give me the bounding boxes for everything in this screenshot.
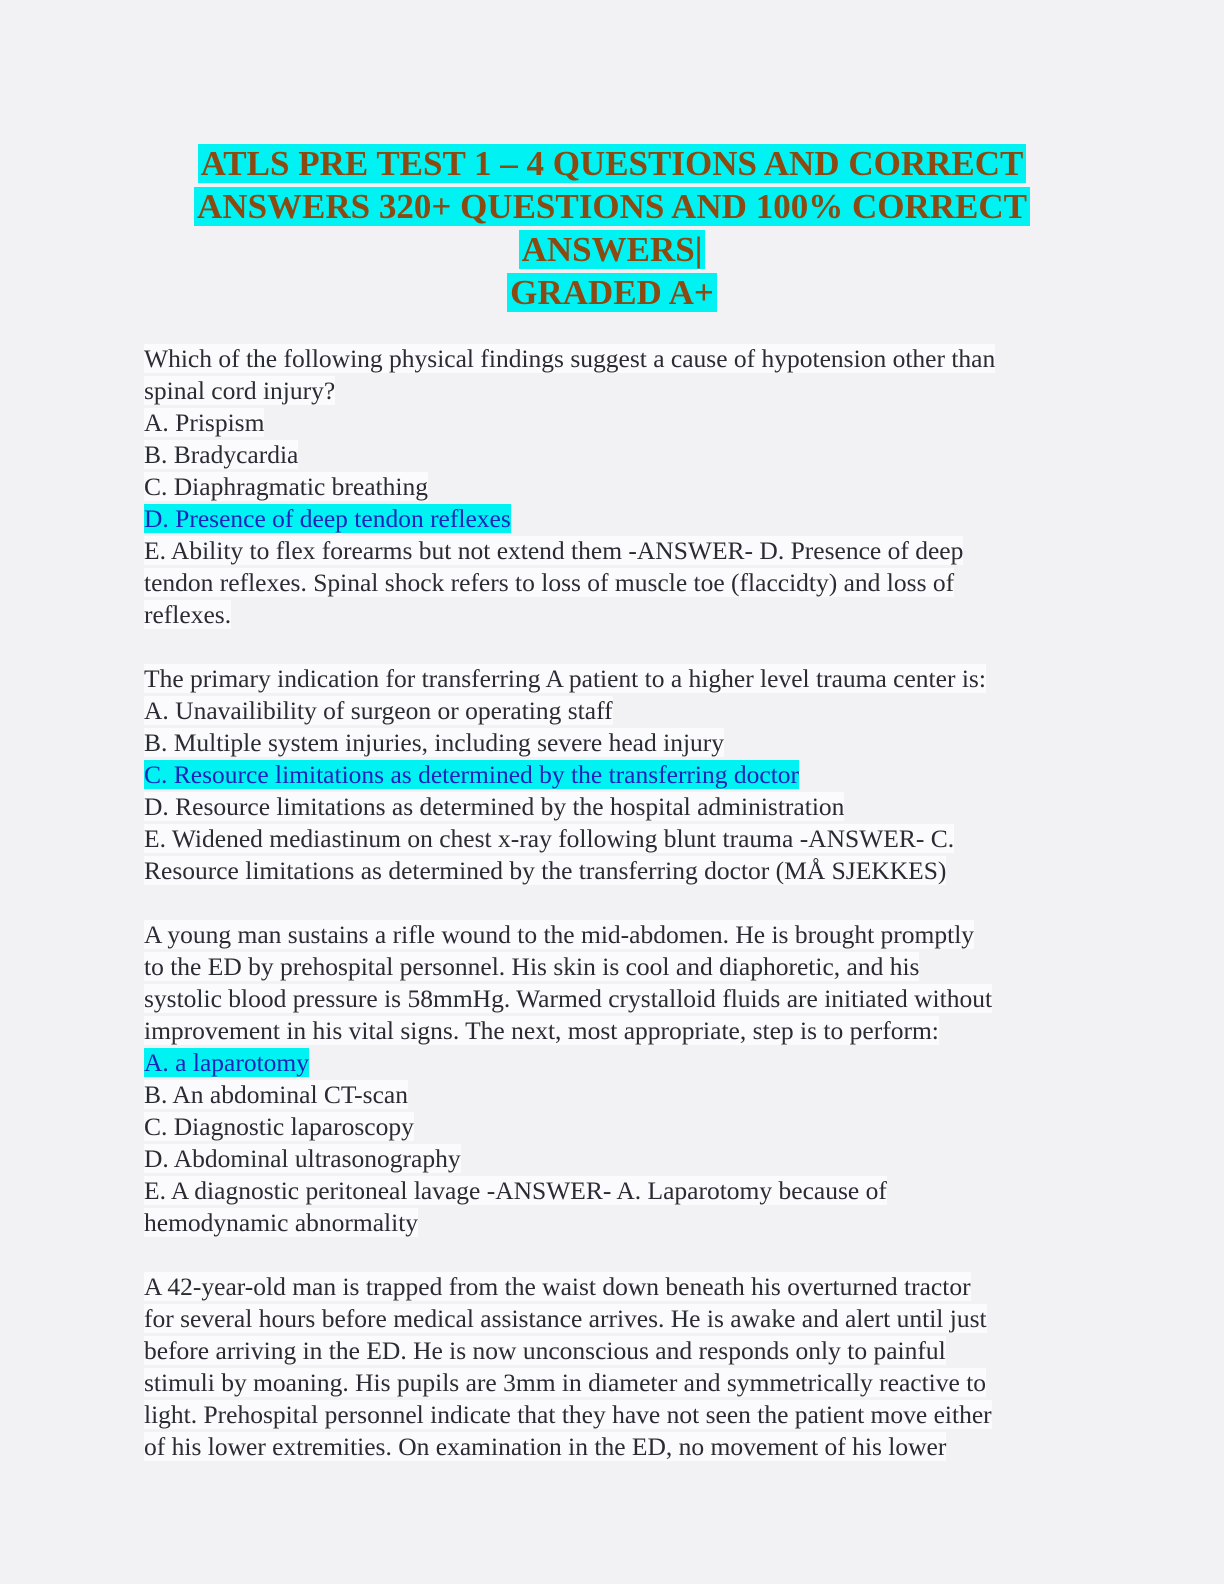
question-stem-line: light. Prehospital personnel indicate that they have not seen the patient move either [144, 1400, 992, 1429]
question-stem-line: systolic blood pressure is 58mmHg. Warmed crystalloid fluids are initiated without [144, 984, 993, 1013]
question-2 [144, 663, 1084, 887]
title-line: ANSWERS| [0, 228, 1224, 271]
question-stem-line: of his lower extremities. On examination in the ED, no movement of his lower [144, 1432, 947, 1461]
title-line: ATLS PRE TEST 1 – 4 QUESTIONS AND CORRECT [0, 142, 1224, 185]
question-stem-line: before arriving in the ED. He is now unconscious and responds only to painful [144, 1336, 946, 1365]
question-stem-line: A 42-year-old man is trapped from the waist down beneath his overturned tractor [144, 1272, 971, 1301]
answer-option: E. Ability to flex forearms but not extend them -ANSWER- D. Presence of deep [144, 536, 964, 565]
question-stem-line: A young man sustains a rifle wound to the mid-abdomen. He is brought promptly [144, 920, 975, 949]
question-stem-line: The primary indication for transferring A patient to a higher level trauma center is: [144, 664, 986, 693]
question-stem-line: Which of the following physical findings suggest a cause of hypotension other than [144, 344, 996, 373]
answer-option: E. A diagnostic peritoneal lavage -ANSWER- A. Laparotomy because of [144, 1176, 887, 1205]
question-3 [144, 919, 1084, 1239]
answer-option: B. Bradycardia [144, 440, 299, 469]
question-stem-line: improvement in his vital signs. The next, most appropriate, step is to perform: [144, 1016, 939, 1045]
question-stem-line: stimuli by moaning. His pupils are 3mm in diameter and symmetrically reactive to [144, 1368, 987, 1397]
answer-explanation: Resource limitations as determined by the transferring doctor (MÅ SJEKKES) [144, 856, 947, 885]
question-1 [144, 343, 1084, 631]
question-list [144, 343, 1084, 1495]
answer-option: B. Multiple system injuries, including severe head injury [144, 728, 725, 757]
answer-option: A. Prispism [144, 408, 265, 437]
answer-option: E. Widened mediastinum on chest x-ray following blunt trauma -ANSWER- C. [144, 824, 955, 853]
answer-option: D. Abdominal ultrasonography [144, 1144, 461, 1173]
title-line: ANSWERS 320+ QUESTIONS AND 100% CORRECT [0, 185, 1224, 228]
correct-answer-option: A. a laparotomy [144, 1048, 309, 1077]
question-stem-line: spinal cord injury? [144, 376, 336, 405]
answer-option: D. Resource limitations as determined by the hospital administration [144, 792, 845, 821]
document-title [0, 142, 1224, 314]
question-4 [144, 1271, 1084, 1463]
title-line: GRADED A+ [0, 271, 1224, 314]
question-stem-line: for several hours before medical assistance arrives. He is awake and alert until just [144, 1304, 987, 1333]
answer-option: A. Unavailibility of surgeon or operating staff [144, 696, 613, 725]
answer-explanation: hemodynamic abnormality [144, 1208, 419, 1237]
answer-explanation: tendon reflexes. Spinal shock refers to loss of muscle toe (flaccidty) and loss of [144, 568, 955, 597]
answer-option: C. Diagnostic laparoscopy [144, 1112, 414, 1141]
correct-answer-option: C. Resource limitations as determined by the transferring doctor [144, 760, 800, 789]
answer-explanation: reflexes. [144, 600, 232, 629]
answer-option: B. An abdominal CT-scan [144, 1080, 408, 1109]
answer-option: C. Diaphragmatic breathing [144, 472, 428, 501]
correct-answer-option: D. Presence of deep tendon reflexes [144, 504, 511, 533]
question-stem-line: to the ED by prehospital personnel. His skin is cool and diaphoretic, and his [144, 952, 920, 981]
